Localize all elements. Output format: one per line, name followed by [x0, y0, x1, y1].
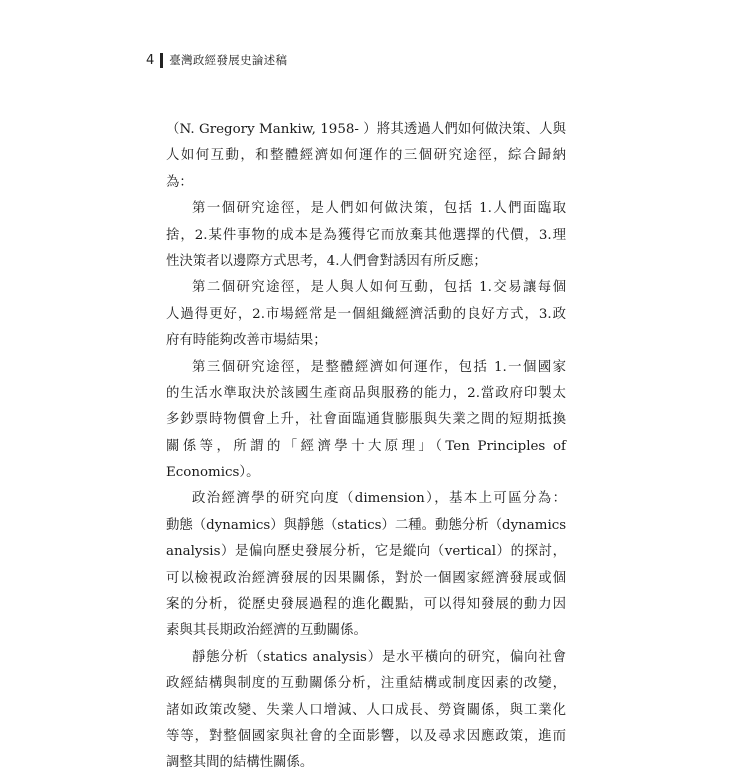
text-line: 府有時能夠改善市場結果；: [166, 333, 327, 349]
paragraph: [166, 645, 566, 777]
text-line: 動態（dynamics）與靜態（statics）二種。動態分析（dynamics: [166, 517, 567, 533]
text-line: Economics）。: [166, 465, 260, 481]
text-line: 的生活水準取決於該國生產商品與服務的能力，2.當政府印製太: [166, 385, 566, 401]
text-line: 第二個研究途徑，是人與人如何互動，包括 1.交易讓每個: [192, 280, 566, 296]
text-line: 調整其間的結構性關係。: [166, 755, 314, 771]
text-line: 多鈔票時物價會上升，社會面臨通貨膨脹與失業之間的短期抵換: [166, 412, 566, 428]
text-line: 諸如政策改變、失業人口增減、人口成長、勞資關係，與工業化: [166, 702, 566, 718]
body-text: [166, 117, 566, 777]
paragraph: [166, 117, 566, 196]
text-line: 捨，2.某件事物的成本是為獲得它而放棄其他選擇的代價，3.理: [166, 227, 566, 243]
text-line: analysis）是偏向歷史發展分析，它是縱向（vertical）的探討，: [166, 544, 566, 560]
paragraph: [166, 275, 566, 354]
header-divider: [160, 53, 163, 68]
paragraph: [166, 486, 566, 644]
text-line: 案的分析，從歷史發展過程的進化觀點，可以得知發展的動力因: [166, 597, 566, 613]
text-line: 可以檢視政治經濟發展的因果關係，對於一個國家經濟發展或個: [166, 570, 566, 586]
running-header: [146, 50, 287, 70]
text-line: 為：: [166, 174, 193, 190]
text-line: 政經結構與制度的互動關係分析，注重結構或制度因素的改變，: [166, 676, 566, 692]
text-line: 性決策者以邊際方式思考，4.人們會對誘因有所反應；: [166, 253, 487, 269]
text-line: 人過得更好，2.市場經常是一個組織經濟活動的良好方式，3.政: [166, 306, 566, 322]
page-number: 4: [146, 52, 155, 68]
text-line: 素與其長期政治經濟的互動關係。: [166, 623, 367, 639]
text-line: 關係等，所謂的「經濟學十大原理」（Ten Principles of: [166, 438, 566, 454]
text-line: 人如何互動，和整體經濟如何運作的三個研究途徑，綜合歸納: [166, 148, 566, 164]
text-line: 等等，對整個國家與社會的全面影響，以及尋求因應政策，進而: [166, 728, 566, 744]
text-line: 靜態分析（statics analysis）是水平橫向的研究，偏向社會: [192, 649, 566, 665]
text-line: 第一個研究途徑，是人們如何做決策，包括 1.人們面臨取: [192, 201, 566, 217]
paragraph: [166, 196, 566, 275]
text-line: （N. Gregory Mankiw, 1958- ）將其透過人們如何做決策、人與: [166, 122, 566, 137]
paragraph: [166, 355, 566, 487]
text-line: 政治經濟學的研究向度（dimension），基本上可區分為：: [192, 491, 566, 507]
text-line: 第三個研究途徑，是整體經濟如何運作，包括 1.一個國家: [192, 359, 566, 375]
book-title: 臺灣政經發展史論述稿: [169, 53, 288, 67]
